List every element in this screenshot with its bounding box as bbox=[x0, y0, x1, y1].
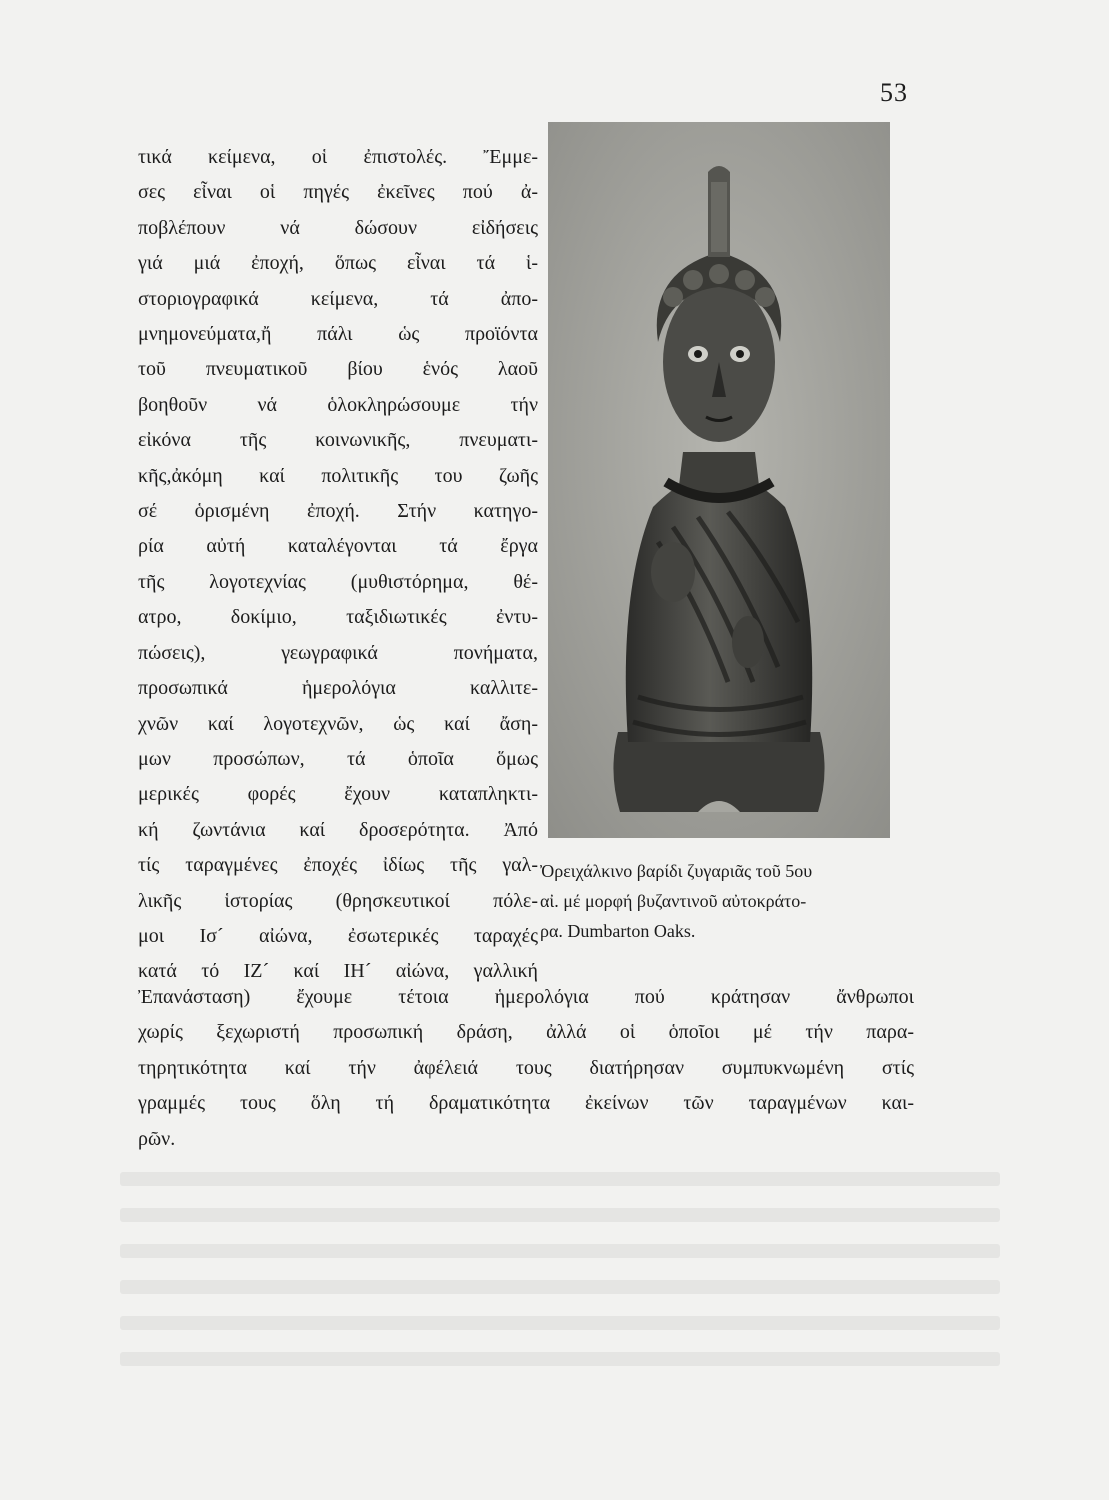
text-line: προσωπικά ἡμερολόγια καλλιτε- bbox=[138, 677, 538, 700]
text-line: κή ζωντάνια καί δροσερότητα. Ἀπό bbox=[138, 818, 538, 841]
caption-line: Ὀρειχάλκινο βαρίδι ζυγαριᾶς τοῦ 5ου bbox=[540, 861, 813, 881]
caption-line: ρα. Dumbarton Oaks. bbox=[540, 921, 696, 941]
text-line: Ἐπανάσταση) ἔχουμε τέτοια ἡμερολόγια πού κράτησαν ἄνθρωποι bbox=[138, 986, 914, 1008]
text-line: ατρο, δοκίμιο, ταξιδιωτικές ἐντυ- bbox=[138, 606, 538, 629]
full-width-text bbox=[138, 980, 914, 1157]
text-line: πώσεις), γεωγραφικά πονήματα, bbox=[138, 641, 538, 664]
text-line: μοι Ισ´ αἰώνα, ἐσωτερικές ταραχές bbox=[138, 924, 538, 947]
text-line: σέ ὁρισμένη ἐποχή. Στήν κατηγο- bbox=[138, 500, 538, 523]
text-line: μων προσώπων, τά ὁποῖα ὅμως bbox=[138, 747, 538, 770]
text-line: τοῦ πνευματικοῦ βίου ἑνός λαοῦ bbox=[138, 358, 538, 381]
text-line: γραμμές τους ὅλη τή δραματικότητα ἐκείνων τῶν ταραγμένων και- bbox=[138, 1092, 914, 1115]
bronze-weight-bust-image bbox=[548, 122, 890, 838]
text-line: ρῶν. bbox=[138, 1127, 176, 1150]
text-line: χνῶν καί λογοτεχνῶν, ὡς καί ἄση- bbox=[138, 712, 538, 735]
figure-caption bbox=[540, 856, 922, 946]
text-line: ποβλέπουν νά δώσουν εἰδήσεις bbox=[138, 216, 538, 239]
text-line: λικῆς ἱστορίας (θρησκευτικοί πόλε- bbox=[138, 889, 538, 912]
page-number: 53 bbox=[880, 78, 908, 107]
caption-line: αἰ. μέ μορφή βυζαντινοῦ αὐτοκράτο- bbox=[540, 891, 807, 911]
text-line: κῆς,ἀκόμη καί πολιτικῆς του ζωῆς bbox=[138, 464, 538, 487]
text-line: τικά κείμενα, οἱ ἐπιστολές. Ἔμμε- bbox=[138, 146, 538, 168]
figure-photograph bbox=[548, 122, 890, 838]
text-line: ρία αὐτή καταλέγονται τά ἔργα bbox=[138, 535, 538, 558]
text-line: τηρητικότητα καί τήν ἀφέλειά τους διατήρησαν συμπυκνωμένη στίς bbox=[138, 1056, 914, 1079]
bleed-through-shadow bbox=[120, 1150, 1000, 1410]
text-line: κατά τό ΙΖ´ καί ΙΗ´ αἰώνα, γαλλική bbox=[138, 960, 538, 983]
text-line: τῆς λογοτεχνίας (μυθιστόρημα, θέ- bbox=[138, 570, 538, 593]
text-line: στοριογραφικά κείμενα, τά ἀπο- bbox=[138, 287, 538, 310]
text-line: μερικές φορές ἔχουν καταπληκτι- bbox=[138, 783, 538, 806]
text-line: βοηθοῦν νά ὁλοκληρώσουμε τήν bbox=[138, 393, 538, 416]
text-line: χωρίς ξεχωριστή προσωπική δράση, ἀλλά οἱ ὁποῖοι μέ τήν παρα- bbox=[138, 1021, 914, 1044]
text-line: εἰκόνα τῆς κοινωνικῆς, πνευματι- bbox=[138, 429, 538, 452]
text-line: σες εἶναι οἱ πηγές ἐκεῖνες πού ἀ- bbox=[138, 181, 538, 204]
text-line: τίς ταραγμένες ἐποχές ἰδίως τῆς γαλ- bbox=[138, 854, 538, 877]
left-column-text bbox=[138, 140, 538, 990]
text-line: μνημονεύματα,ἤ πάλι ὡς προϊόντα bbox=[138, 323, 538, 346]
text-line: γιά μιά ἐποχή, ὅπως εἶναι τά ἱ- bbox=[138, 252, 538, 275]
